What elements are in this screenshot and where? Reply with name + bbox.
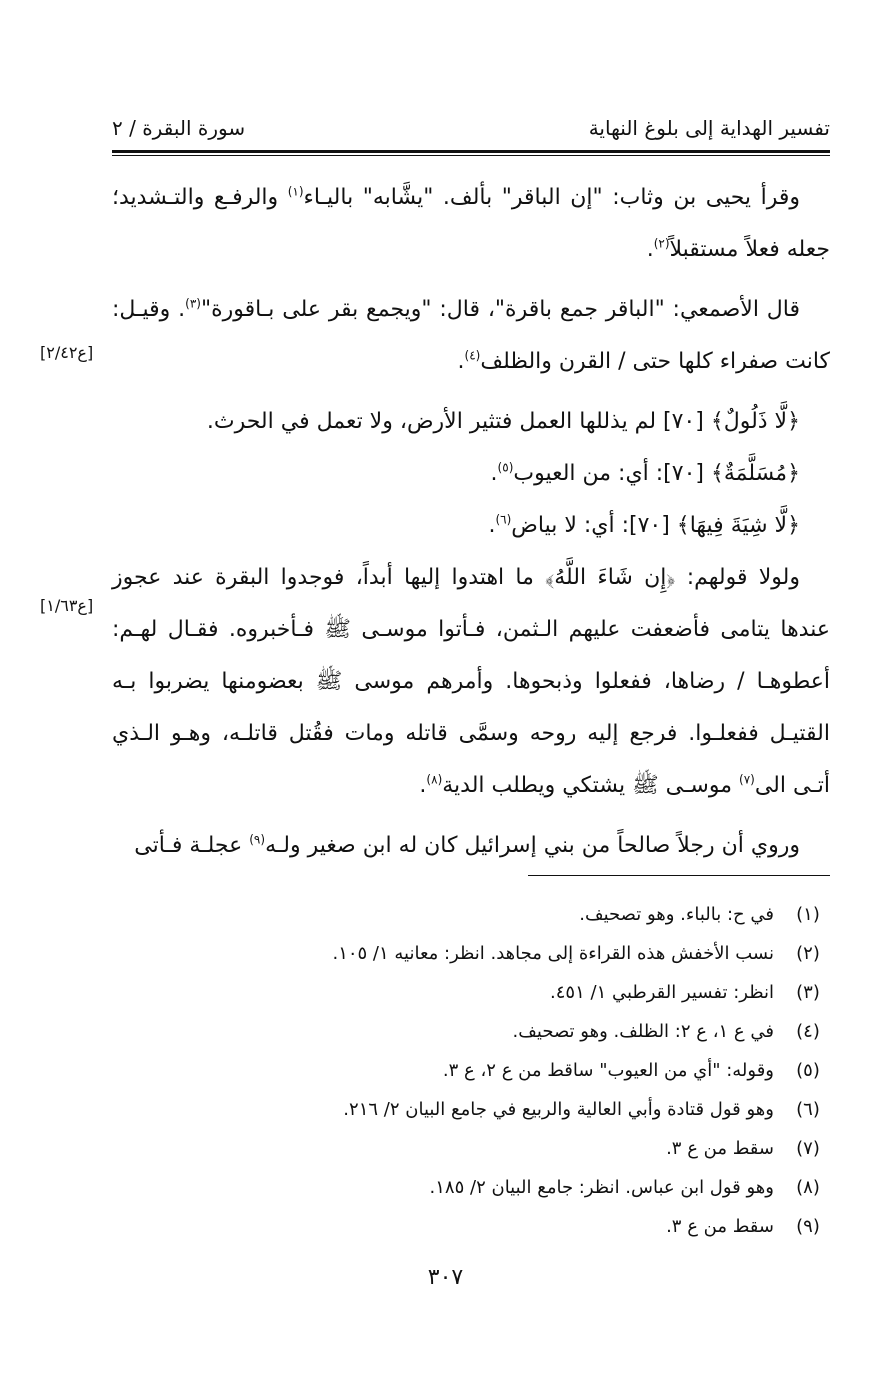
text-run: قال الأصمعي: "الباقر جمع باقرة"، قال: "ويجمع بقر على بـاقورة" xyxy=(200,297,800,322)
footnote-marker: (٢) xyxy=(653,236,670,251)
text-run: ﴿مُسَلَّمَةٌ﴾ [٧٠]: أي: من العيوب xyxy=(513,461,800,486)
footnote-number: (٣) xyxy=(796,982,820,1003)
text-run: ﴿لَّا شِيَةَ فِيهَا﴾ [٧٠]: أي: لا بياض xyxy=(511,513,800,538)
footnote-number: (٦) xyxy=(796,1099,820,1120)
footnote-text: وقوله: "أي من العيوب" ساقط من ع ٢، ع ٣. xyxy=(442,1060,774,1081)
surah-label: سورة البقرة / ٢ xyxy=(112,116,246,140)
footnote-number: (٩) xyxy=(796,1216,820,1237)
footnote-text: نسب الأخفش هذه القراءة إلى مجاهد. انظر: معانيه ١/ ١٠٥. xyxy=(332,943,774,964)
footnote-marker: (٨) xyxy=(426,772,443,787)
text-run: . xyxy=(646,237,654,262)
verse-line-3 xyxy=(112,500,830,552)
paragraph-3 xyxy=(112,552,830,812)
margin-ref-2: [ع١/٦٣] xyxy=(40,596,94,615)
footnote xyxy=(112,1051,830,1090)
footnote-marker: (١) xyxy=(287,184,304,199)
verse-line-1: ﴿لَّا ذَلُولٌ﴾ [٧٠] لم يذللها العمل فتثير الأرض، ولا تعمل في الحرث. xyxy=(206,409,800,434)
text-run: . xyxy=(488,513,496,538)
text-run: موسـى ﷺ يشتكي ويطلب الدية xyxy=(442,773,739,798)
page-number: ٣٠٧ xyxy=(427,1265,464,1290)
verse-line-2 xyxy=(112,448,830,500)
footnote xyxy=(112,1012,830,1051)
footnote-text: في ع ١، ع ٢: الظلف. وهو تصحيف. xyxy=(512,1021,774,1042)
footnote-number: (٢) xyxy=(796,943,820,964)
footnote-number: (٨) xyxy=(796,1177,820,1198)
paragraph-1 xyxy=(112,172,830,276)
footnote-divider xyxy=(528,875,830,876)
footnote-text: وهو قول ابن عباس. انظر: جامع البيان ٢/ ١٨٥. xyxy=(429,1177,774,1198)
footnote-marker: (٥) xyxy=(497,460,514,475)
book-title: تفسير الهداية إلى بلوغ النهاية xyxy=(588,116,830,140)
footnote xyxy=(112,895,830,934)
text-run: . xyxy=(457,349,465,374)
footnote-number: (١) xyxy=(796,904,820,925)
footnotes xyxy=(112,895,830,1246)
text-run: عجلـة فـأتى xyxy=(134,833,250,858)
footnote-number: (٥) xyxy=(796,1060,820,1081)
footnote-marker: (٧) xyxy=(739,772,755,787)
footnote xyxy=(112,1168,830,1207)
paragraph-4 xyxy=(112,820,830,872)
text-run: وقرأ يحيى بن وثاب: "إن الباقر" بألف. "يشَّابه" باليـاء xyxy=(303,185,800,210)
paragraph-2 xyxy=(112,284,830,388)
footnote xyxy=(112,973,830,1012)
body-text xyxy=(112,172,830,880)
running-header xyxy=(112,112,830,148)
text-run: . xyxy=(419,773,427,798)
margin-ref-1: [ع٢/٤٢] xyxy=(40,343,94,362)
footnote-text: سقط من ع ٣. xyxy=(666,1216,774,1237)
text-run: ولولا قولهم: ﴿إِن شَاءَ اللَّهُ﴾ ما اهتدوا إليها أبداً، فوجدوا البقرة عند عجوز عندها يتامى فأضعفت عليهم الـثمن، فـأتوا موسـى ﷺ فـأخبروه. فقـال لهـم: أعطوهـا / رضاها، ففعلوا وذبحوها. وأمرهم موسى ﷺ بعضومنها يضربوا بـه القتيـل ففعلـوا. فرجع إليه روحه وسمَّى قاتله ومات فقُتل قاتلـه، وهـو الـذي أتـى الى xyxy=(112,565,830,798)
footnote-number: (٧) xyxy=(796,1138,820,1159)
footnote-marker: (٩) xyxy=(249,832,266,847)
footnote-marker: (٦) xyxy=(495,512,512,527)
footnote-text: وهو قول قتادة وأبي العالية والربيع في جامع البيان ٢/ ٢١٦. xyxy=(343,1099,774,1120)
text-run: . وقيـل: كانت صفراء كلها حتى / القرن والظلف xyxy=(112,297,830,374)
footnote xyxy=(112,1207,830,1246)
footnote-text: انظر: تفسير القرطبي ١/ ٤٥١. xyxy=(550,982,774,1003)
footnote-marker: (٤) xyxy=(464,348,481,363)
footnote xyxy=(112,1090,830,1129)
text-run: وروي أن رجلاً صالحاً من بني إسرائيل كان له ابن صغير ولـه xyxy=(265,833,800,858)
footnote-text: في ح: بالباء. وهو تصحيف. xyxy=(579,904,774,925)
text-run: . xyxy=(490,461,498,486)
footnote xyxy=(112,1129,830,1168)
footnote-marker: (٣) xyxy=(185,296,201,311)
header-divider xyxy=(112,150,830,156)
footnote-number: (٤) xyxy=(796,1021,820,1042)
footnote-text: سقط من ع ٣. xyxy=(666,1138,774,1159)
footnote xyxy=(112,934,830,973)
text-run: والرفـع والتـشديد؛ جعله فعلاً مستقبلاً xyxy=(112,185,830,262)
